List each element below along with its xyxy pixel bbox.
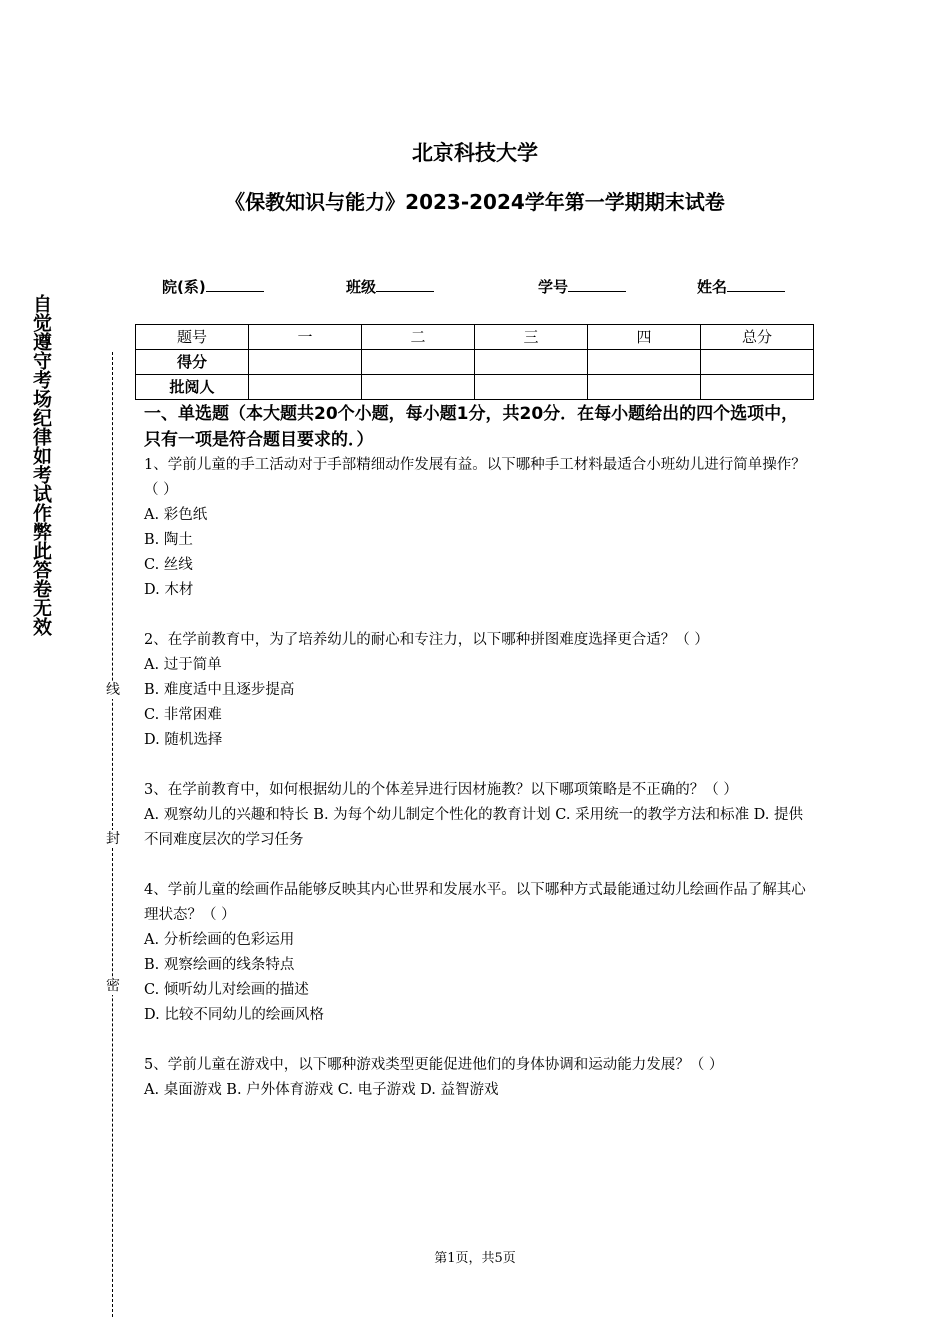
question-1 (144, 453, 809, 603)
option-a: A. 分析绘画的色彩运用 (144, 932, 295, 948)
binding-notice: 自觉遵守考场纪律如考试作弊此答卷无效 (30, 294, 52, 636)
option-b: B. 难度适中且逐步提高 (144, 682, 295, 698)
student-id-label: 学号 (538, 278, 569, 296)
score-cell (701, 350, 814, 375)
cut-mark-secret: 密 (106, 978, 120, 994)
grader-cell (475, 375, 588, 400)
score-header-cell: 二 (362, 325, 475, 350)
name-blank (727, 277, 785, 292)
question-2 (144, 628, 809, 753)
university-title: 北京科技大学 (412, 141, 538, 165)
question-stem: 1、学前儿童的手工活动对于手部精细动作发展有益。以下哪种手工材料最适合小班幼儿进行简单操作？（ ） (144, 457, 806, 498)
options-inline: A. 桌面游戏 B. 户外体育游戏 C. 电子游戏 D. 益智游戏 (144, 1082, 499, 1098)
score-table-header (136, 325, 814, 350)
score-header-cell: 题号 (136, 325, 249, 350)
question-4 (144, 878, 809, 1028)
option-a: A. 彩色纸 (144, 507, 208, 523)
question-stem: 4、学前儿童的绘画作品能够反映其内心世界和发展水平。以下哪种方式最能通过幼儿绘画作品了解其心理状态？（ ） (144, 882, 806, 923)
grader-cell (701, 375, 814, 400)
department-label: 院(系) (162, 278, 206, 296)
option-c: C. 丝线 (144, 557, 193, 573)
question-stem: 2、在学前教育中，为了培养幼儿的耐心和专注力，以下哪种拼图难度选择更合适？（ ） (144, 632, 709, 648)
name-label: 姓名 (697, 278, 728, 296)
option-d: D. 随机选择 (144, 732, 223, 748)
cut-mark-line: 线 (106, 682, 120, 698)
section-heading: 一、单选题（本大题共20个小题，每小题1分，共20分．在每小题给出的四个选项中，只有一项是符合题目要求的．） (144, 404, 799, 450)
score-header-cell: 四 (588, 325, 701, 350)
options-inline: A. 观察幼儿的兴趣和特长 B. 为每个幼儿制定个性化的教育计划 C. 采用统一的教学方法和标准 D. 提供不同难度层次的学习任务 (144, 807, 804, 848)
grader-cell (249, 375, 362, 400)
student-id-field (538, 276, 626, 297)
grader-cell (588, 375, 701, 400)
score-cell (249, 350, 362, 375)
grader-cell (362, 375, 475, 400)
page-number: 第1页，共5页 (434, 1251, 516, 1266)
option-c: C. 非常困难 (144, 707, 222, 723)
cut-mark-seal: 封 (106, 831, 120, 847)
exam-title: 《保教知识与能力》2023-2024学年第一学期期末试卷 (225, 190, 725, 214)
exam-content (144, 400, 809, 1128)
department-blank (206, 277, 264, 292)
department-field (162, 276, 264, 297)
score-header-cell: 三 (475, 325, 588, 350)
option-c: C. 倾听幼儿对绘画的描述 (144, 982, 309, 998)
option-d: D. 比较不同幼儿的绘画风格 (144, 1007, 324, 1023)
question-3 (144, 778, 809, 853)
question-stem: 5、学前儿童在游戏中，以下哪种游戏类型更能促进他们的身体协调和运动能力发展？（ ） (144, 1057, 724, 1073)
question-5 (144, 1053, 809, 1103)
class-label: 班级 (346, 278, 377, 296)
option-b: B. 陶土 (144, 532, 193, 548)
score-header-cell: 一 (249, 325, 362, 350)
grader-row (136, 375, 814, 400)
grader-row-label: 批阅人 (136, 375, 249, 400)
class-field (346, 276, 434, 297)
name-field (697, 276, 785, 297)
score-cell (362, 350, 475, 375)
score-row-label: 得分 (136, 350, 249, 375)
option-b: B. 观察绘画的线条特点 (144, 957, 295, 973)
score-header-cell: 总分 (701, 325, 814, 350)
score-table (135, 324, 814, 400)
option-a: A. 过于简单 (144, 657, 222, 673)
score-cell (588, 350, 701, 375)
option-d: D. 木材 (144, 582, 194, 598)
student-id-blank (568, 277, 626, 292)
score-cell (475, 350, 588, 375)
class-blank (376, 277, 434, 292)
score-row (136, 350, 814, 375)
question-stem: 3、在学前教育中，如何根据幼儿的个体差异进行因材施教？以下哪项策略是不正确的？（ ） (144, 782, 738, 798)
